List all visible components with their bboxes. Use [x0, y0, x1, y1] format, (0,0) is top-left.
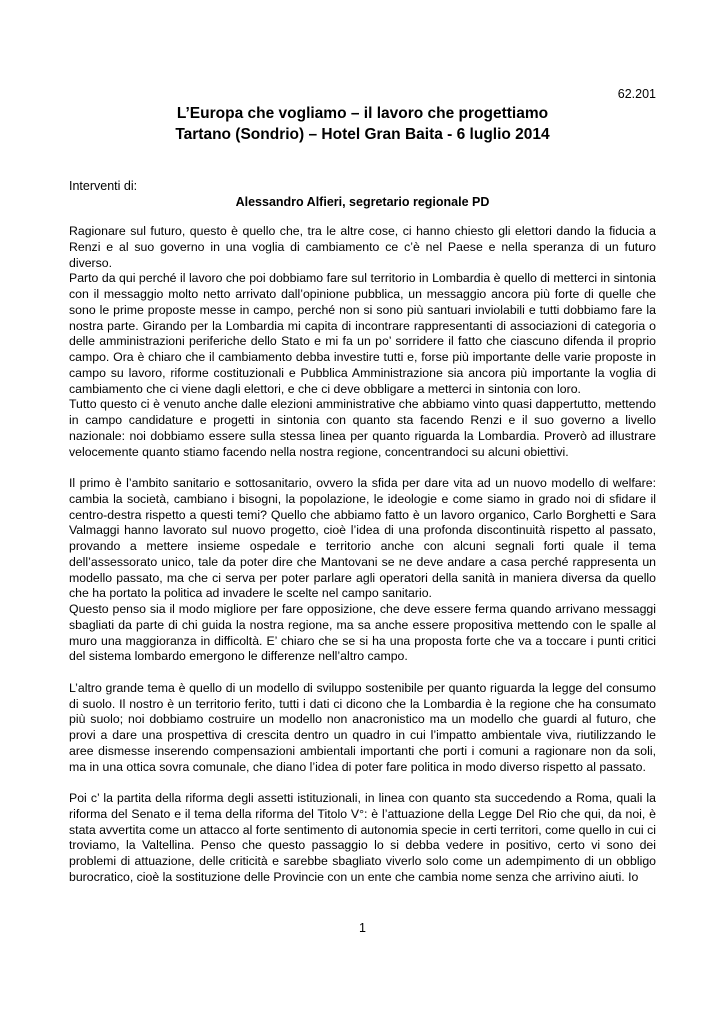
paragraph: Parto da qui perché il lavoro che poi dobbiamo fare sul territorio in Lombardia è quello di metterci in sintonia con il messaggio molto netto arrivato dall’opinione pubblica, un messaggio ancora più forte di quelle che sono le prime proposte messe in campo, perché non si sono più santuari inviolabili e tutti dobbiamo fare la nostra parte. Girando per la Lombardia mi capita di incontrare rappresentanti di associazioni di categoria o delle amministrazioni periferiche dello Stato e mi fa un po’ sorridere il fatto che ciascuno difenda il proprio campo. Ora è chiaro che il cambiamento debba investire tutti e, forse più importante delle varie proposte in campo su lavoro, riforme costituzionali e Pubblica Amministrazione sia ancora più importante la voglia di cambiamento che ci viene dagli elettori, e che ci deve obbligare a metterci in sintonia con loro. — [69, 271, 656, 396]
document-title — [69, 103, 656, 145]
paragraph: Tutto questo ci è venuto anche dalle elezioni amministrative che abbiamo vinto quasi dappertutto, mettendo in campo candidature e progetti in sintonia con quanto sta facendo Renzi e il suo governo a livello nazionale: noi dobbiamo essere sulla stessa linea per quanto riguarda la Lombardia. Proverò ad illustrare velocemente quanto stiamo facendo nella nostra regione, concentrandoci su alcuni obiettivi. — [69, 397, 656, 459]
paragraph-gap — [69, 775, 656, 791]
paragraph: L’altro grande tema è quello di un modello di sviluppo sostenibile per quanto riguarda la legge del consumo di suolo. Il nostro è un territorio ferito, tutti i dati ci dicono che la Lombardia è la regione che ha consumato più suolo; noi dobbiamo costruire un modello non anacronistico ma un modello che guardi al futuro, che provi a dare una prospettiva di crescita dentro un quadro in cui l’impatto ambientale viva, riutilizzando le aree dismesse inserendo compensazioni ambientali importanti che porti i comuni a ragionare non da soli, ma in una ottica sovra comunale, che diano l’idea di poter fare politica in modo diverso rispetto al passato. — [69, 680, 656, 774]
title-line-2: Tartano (Sondrio) – Hotel Gran Baita - 6 luglio 2014 — [175, 126, 550, 143]
paragraph: Ragionare sul futuro, questo è quello che, tra le altre cose, ci hanno chiesto gli elettori dando la fiducia a Renzi e al suo governo in una voglia di cambiamento ce c’è nel Paese e nella speranza di un futuro diverso. — [69, 224, 656, 270]
title-line-1: L’Europa che vogliamo – il lavoro che progettiamo — [176, 105, 549, 122]
document-page — [69, 0, 656, 1024]
interventi-label: Interventi di: — [69, 179, 138, 193]
document-number: 62.201 — [617, 87, 656, 101]
speaker-name: Alessandro Alfieri, segretario regionale PD — [235, 195, 490, 209]
paragraph-gap — [69, 665, 656, 681]
body-text — [69, 224, 656, 886]
paragraph: Il primo è l’ambito sanitario e sottosanitario, ovvero la sfida per dare vita ad un nuovo modello di welfare: cambia la società, cambiano i bisogni, la popolazione, le ideologie e come siamo in grado noi di sfidare il centro-destra rispetto a questi temi? Quello che abbiamo fatto è un lavoro organico, Carlo Borghetti e Sara Valmaggi hanno lavorato sul nuovo progetto, cioè l’idea di una profonda discontinuità rispetto al passato, provando a mettere insieme ospedale e territorio anche con alcuni segnali forti quale il tema dell’assessorato unico, tale da poter dire che Mantovani se ne deve andare a casa perché rappresenta un modello passato, ma che ci serva per poter parlare agli operatori della sanità in maniera diversa da quello che ha portato la politica ad invadere le scelte nel campo sanitario. — [69, 476, 656, 601]
page-number: 1 — [359, 921, 366, 935]
paragraph-gap — [69, 460, 656, 476]
paragraph: Poi c’ la partita della riforma degli assetti istituzionali, in linea con quanto sta succedendo a Roma, quali la riforma del Senato e il tema della riforma del Titolo V°: è l’attuazione della Legge Del Rio che qui, da noi, è stata avvertita come un attacco al forte sentimento di autonomia specie in certi territori, come quello in cui ci troviamo, la Valtellina. Penso che questo passaggio lo si debba vedere in positivo, certo vi sono dei problemi di attuazione, delle criticità e sarebbe sbagliato viverlo solo come un adempimento di un obbligo burocratico, cioè la sostituzione delle Provincie con un ente che cambia nome senza che arrivino aiuti. Io — [69, 791, 656, 884]
paragraph: Questo penso sia il modo migliore per fare opposizione, che deve essere ferma quando arrivano messaggi sbagliati da parte di chi guida la nostra regione, ma sa anche essere propositiva mettendo con le spalle al muro una maggioranza in difficoltà. E’ chiaro che se si ha una proposta forte che va a toccare i punti critici del sistema lombardo emergono le differenze nell’altro campo. — [69, 602, 656, 664]
